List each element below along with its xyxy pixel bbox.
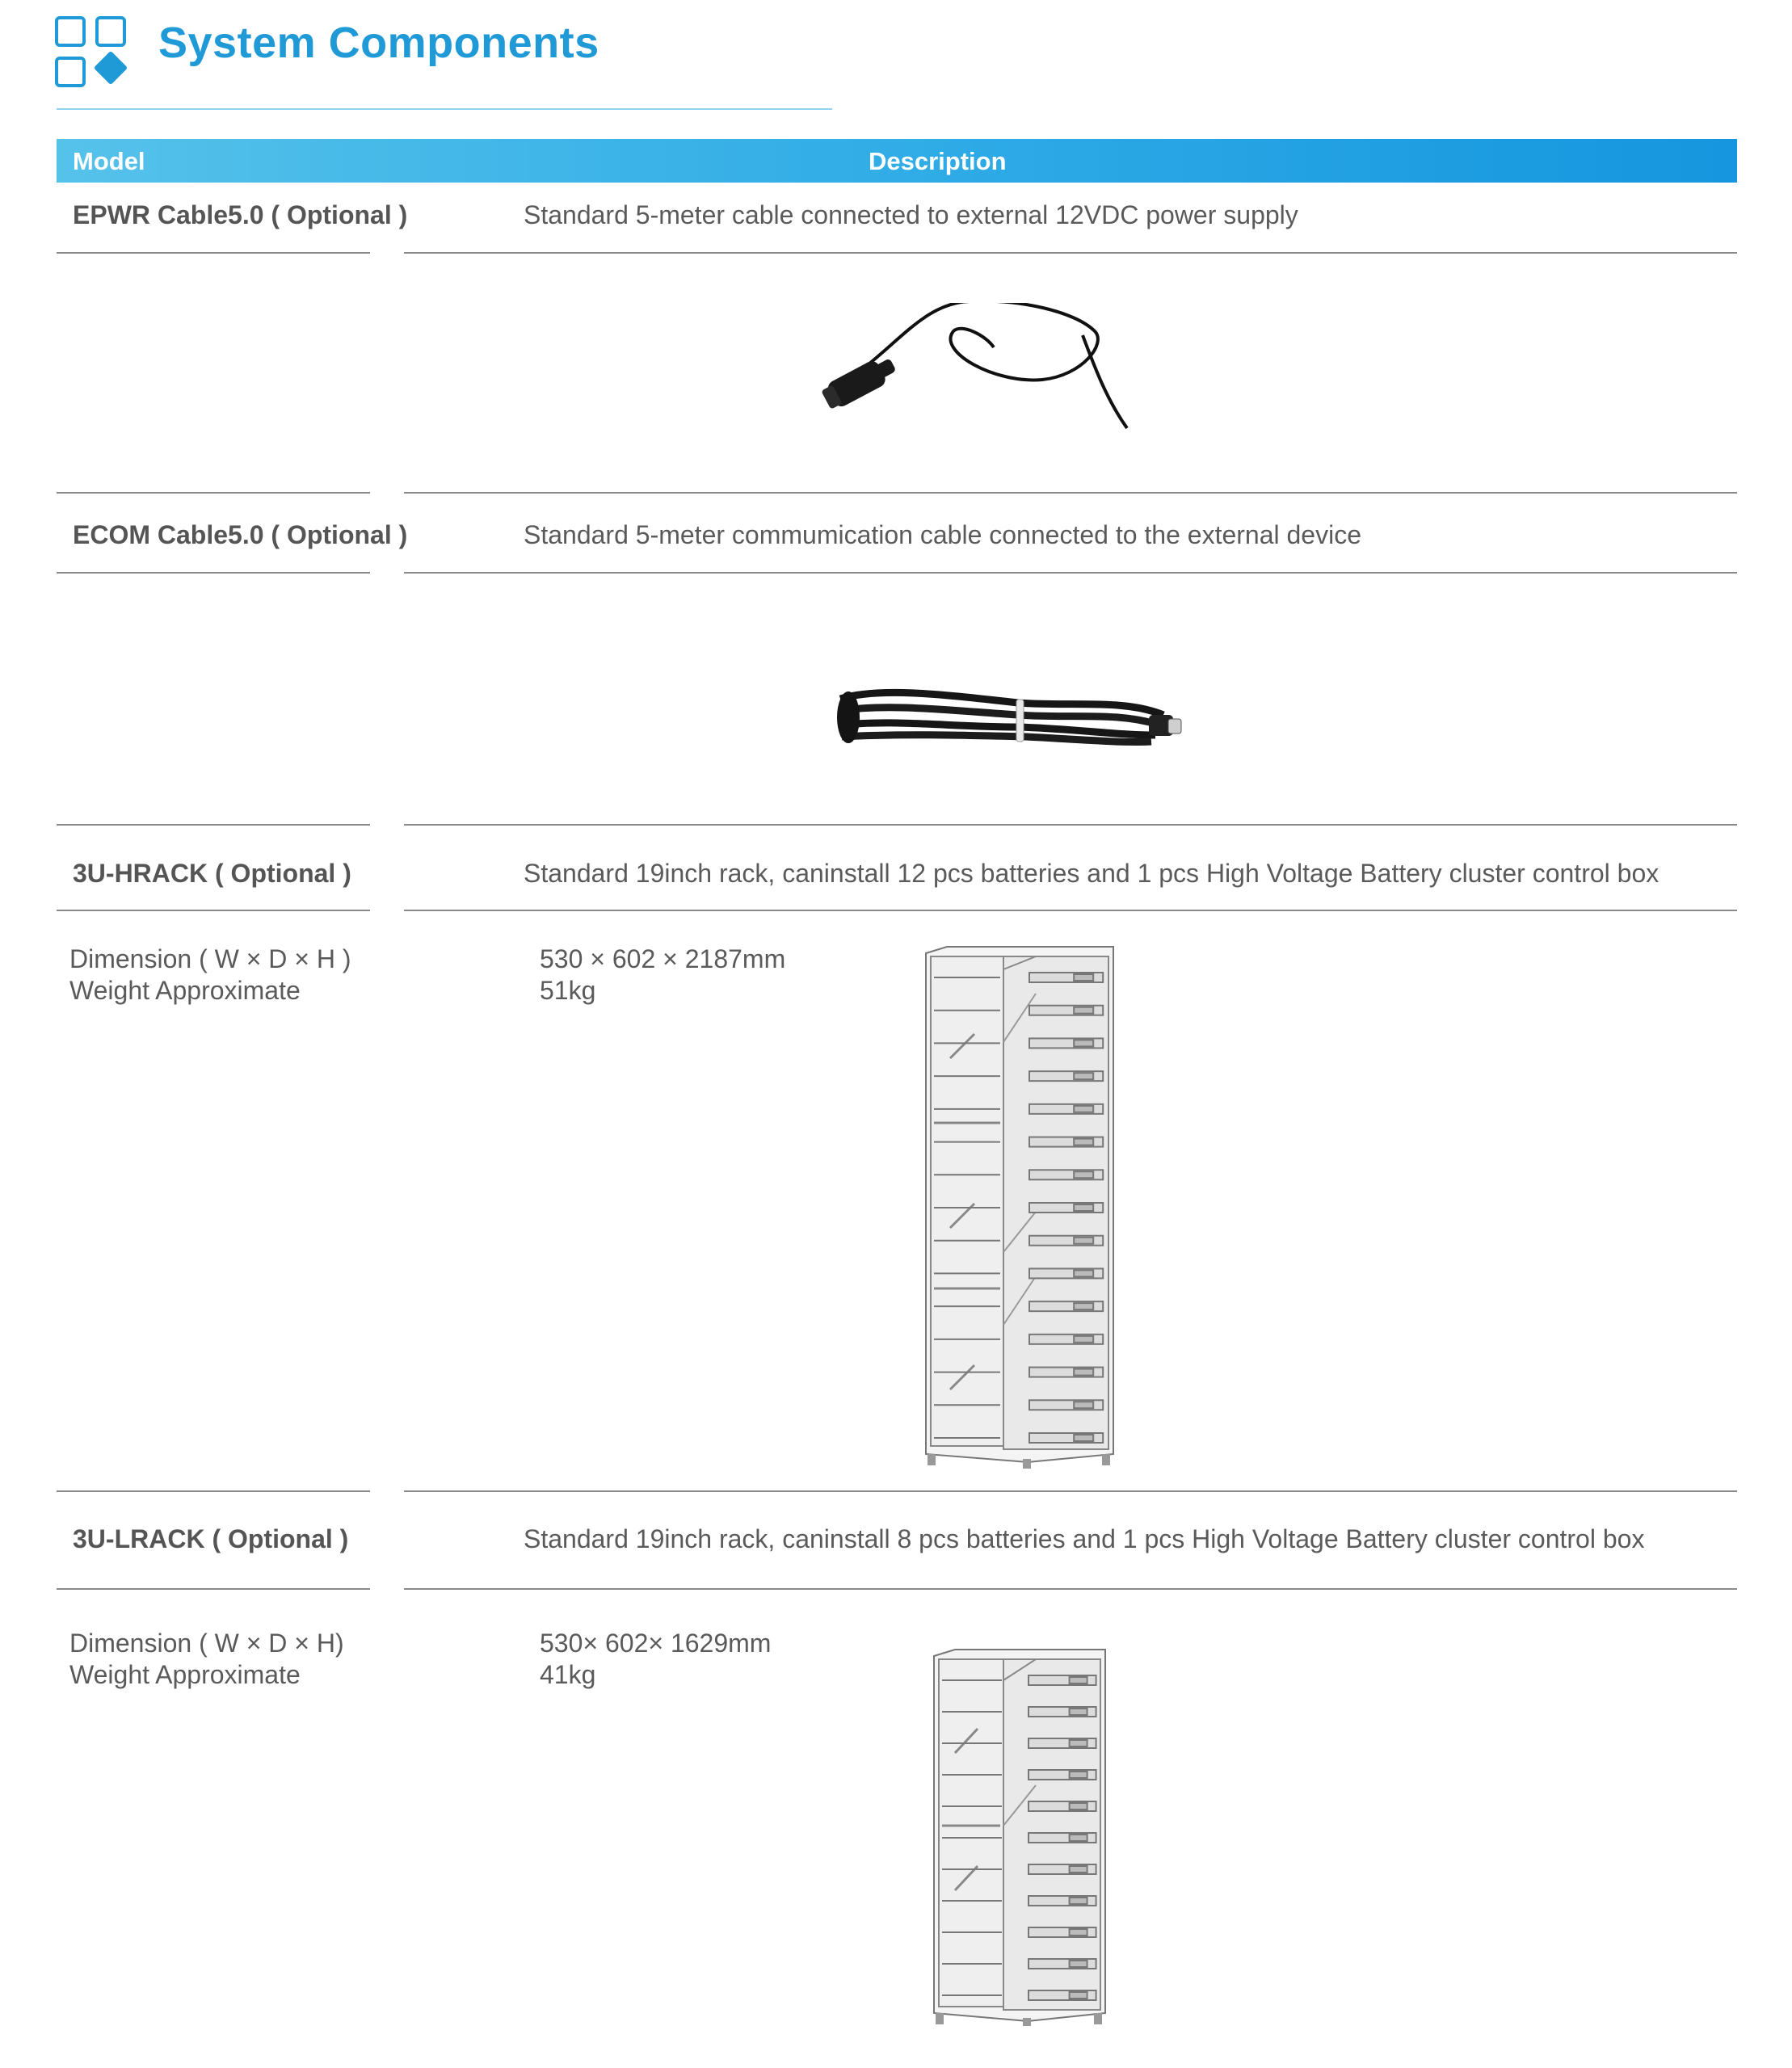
row-divider <box>404 910 1737 911</box>
row-divider <box>404 572 1737 574</box>
spec-value-weight: 51kg <box>540 976 596 1005</box>
row-model-epwr: EPWR Cable5.0 ( Optional ) <box>73 200 408 229</box>
row-model-3u-hrack: 3U-HRACK ( Optional ) <box>73 859 351 888</box>
spec-label-dimension: Dimension ( W × D × H) <box>69 1629 344 1658</box>
row-divider <box>404 252 1737 254</box>
row-divider <box>57 492 370 494</box>
spec-label-dimension: Dimension ( W × D × H ) <box>69 944 351 973</box>
rack-high-image <box>923 945 1117 1470</box>
grid-logo-icon <box>55 16 133 89</box>
row-description-3u-hrack: Standard 19inch rack, caninstall 12 pcs batteries and 1 pcs High Voltage Battery cluster control box <box>524 859 1659 888</box>
title-divider <box>57 108 832 110</box>
spec-value-dimension: 530 × 602 × 2187mm <box>540 944 786 973</box>
communication-cable-image <box>832 670 1188 759</box>
spec-value-dimension: 530× 602× 1629mm <box>540 1629 772 1658</box>
row-divider <box>57 824 370 826</box>
column-header-description: Description <box>869 147 1007 175</box>
row-divider <box>57 910 370 911</box>
row-divider <box>57 572 370 574</box>
row-divider <box>404 824 1737 826</box>
row-divider <box>57 1490 370 1492</box>
row-divider <box>404 1588 1737 1590</box>
row-description-ecom: Standard 5-meter commumication cable connected to the external device <box>524 520 1361 549</box>
column-header-model: Model <box>73 147 145 175</box>
row-model-3u-lrack: 3U-LRACK ( Optional ) <box>73 1524 349 1553</box>
table-header <box>57 139 1737 183</box>
power-cable-image <box>816 303 1139 440</box>
row-model-ecom: ECOM Cable5.0 ( Optional ) <box>73 520 408 549</box>
page-title: System Components <box>158 19 599 67</box>
row-divider <box>404 1490 1737 1492</box>
spec-label-weight: Weight Approximate <box>69 1660 301 1689</box>
row-description-3u-lrack: Standard 19inch rack, caninstall 8 pcs batteries and 1 pcs High Voltage Battery cluster control box <box>524 1524 1645 1553</box>
row-divider <box>404 492 1737 494</box>
row-description-epwr: Standard 5-meter cable connected to external 12VDC power supply <box>524 200 1298 229</box>
spec-value-weight: 41kg <box>540 1660 596 1689</box>
spec-label-weight: Weight Approximate <box>69 976 301 1005</box>
rack-low-image <box>931 1648 1108 2028</box>
row-divider <box>57 252 370 254</box>
row-divider <box>57 1588 370 1590</box>
